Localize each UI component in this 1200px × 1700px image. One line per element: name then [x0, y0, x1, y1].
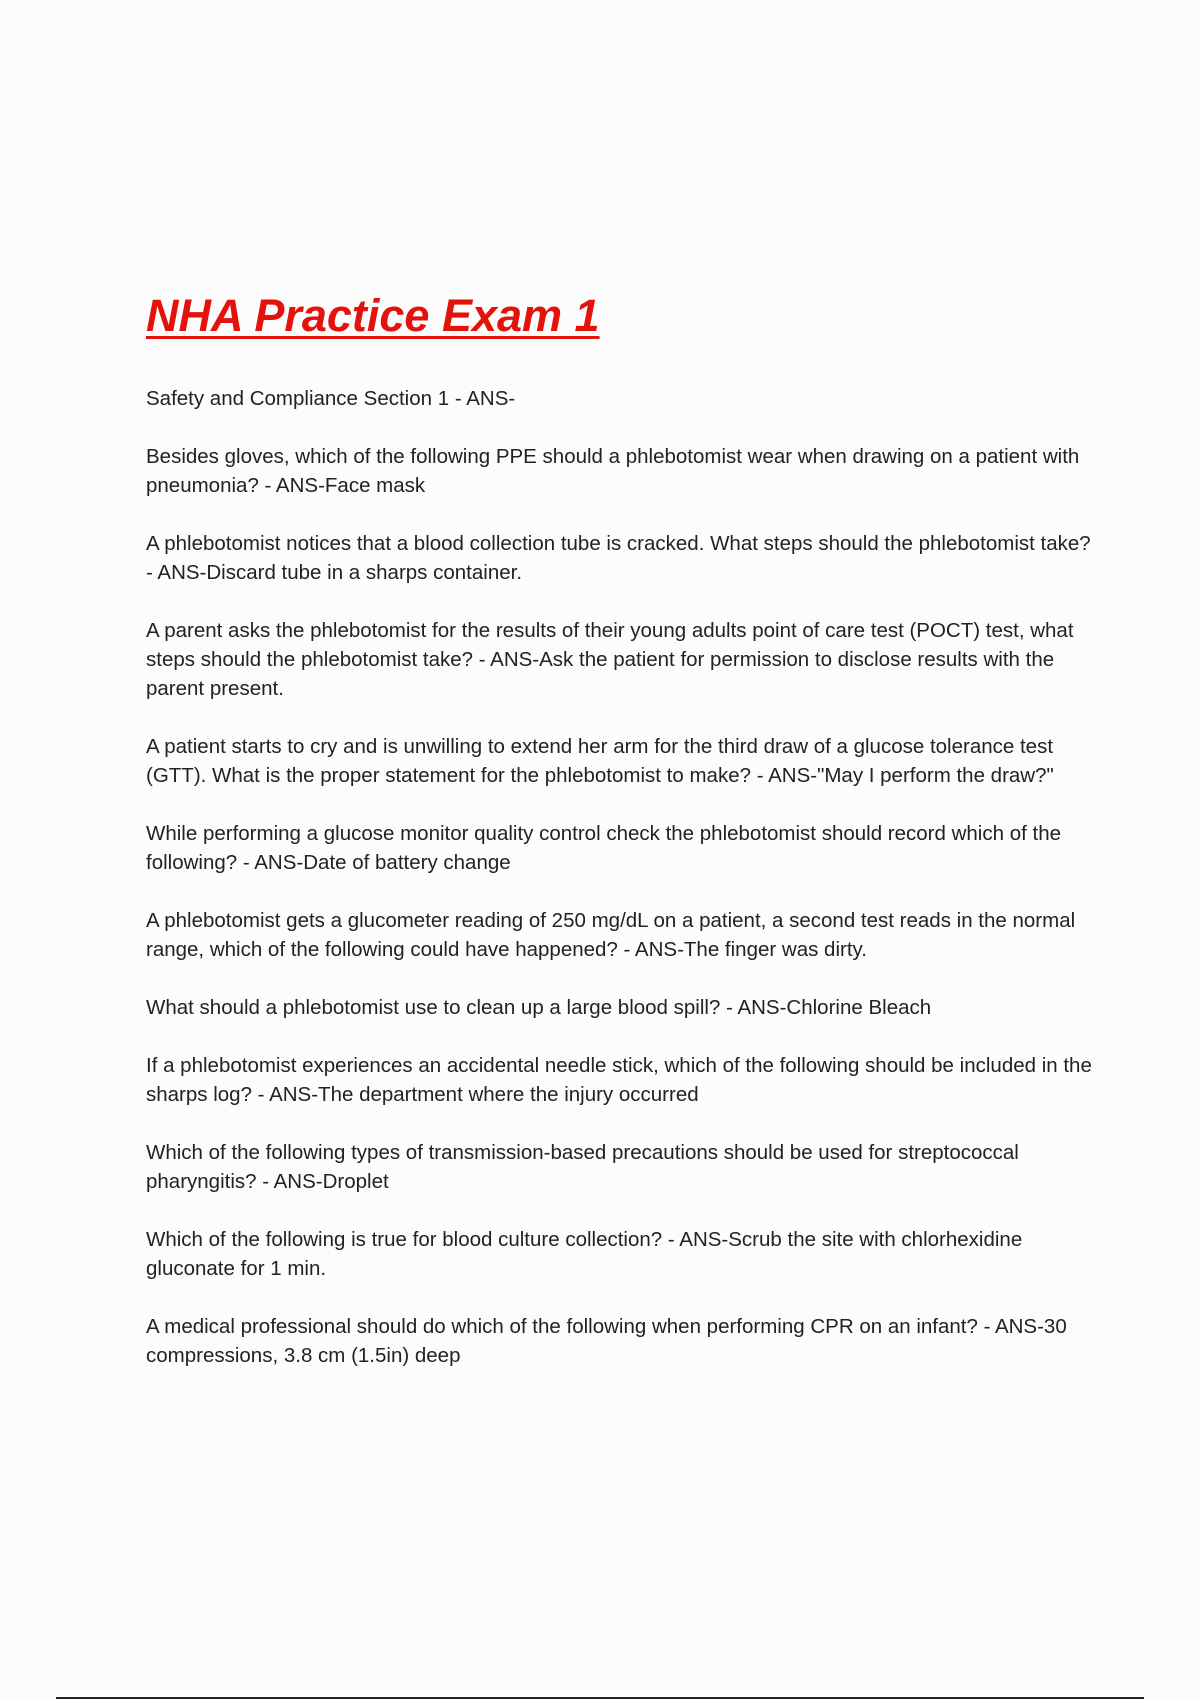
question-list	[146, 384, 1096, 1399]
question-item-7: What should a phlebotomist use to clean up a large blood spill? - ANS-Chlorine Bleach	[146, 996, 932, 1019]
question-item-9: Which of the following types of transmission-based precautions should be used for streptococcal pharyngitis? - ANS-Droplet	[146, 1141, 1019, 1193]
question-item-11: A medical professional should do which of the following when performing CPR on an infant? - ANS-30 compressions, 3.8 cm (1.5in) deep	[146, 1315, 1067, 1367]
question-item-4: A patient starts to cry and is unwilling to extend her arm for the third draw of a glucose tolerance test (GTT). What is the proper statement for the phlebotomist to make? - ANS-"May I perform the draw?"	[146, 735, 1054, 787]
question-item-5: While performing a glucose monitor quality control check the phlebotomist should record which of the following? - ANS-Date of battery change	[146, 822, 1061, 874]
question-item-8: If a phlebotomist experiences an accidental needle stick, which of the following should be included in the sharps log? - ANS-The department where the injury occurred	[146, 1054, 1092, 1106]
page-bottom-divider	[56, 1697, 1144, 1699]
question-item-10: Which of the following is true for blood culture collection? - ANS-Scrub the site with chlorhexidine gluconate for 1 min.	[146, 1228, 1023, 1280]
question-item-1: Besides gloves, which of the following PPE should a phlebotomist wear when drawing on a patient with pneumonia? - ANS-Face mask	[146, 445, 1080, 497]
question-item-3: A parent asks the phlebotomist for the results of their young adults point of care test (POCT) test, what steps should the phlebotomist take? - ANS-Ask the patient for permission to disclose results with the parent present.	[146, 619, 1074, 700]
document-title: NHA Practice Exam 1	[146, 290, 600, 341]
section-heading: Safety and Compliance Section 1 - ANS-	[146, 387, 516, 410]
question-item-6: A phlebotomist gets a glucometer reading of 250 mg/dL on a patient, a second test reads in the normal range, which of the following could have happened? - ANS-The finger was dirty.	[146, 909, 1076, 961]
question-item-2: A phlebotomist notices that a blood collection tube is cracked. What steps should the phlebotomist take? - ANS-Discard tube in a sharps container.	[146, 532, 1091, 584]
